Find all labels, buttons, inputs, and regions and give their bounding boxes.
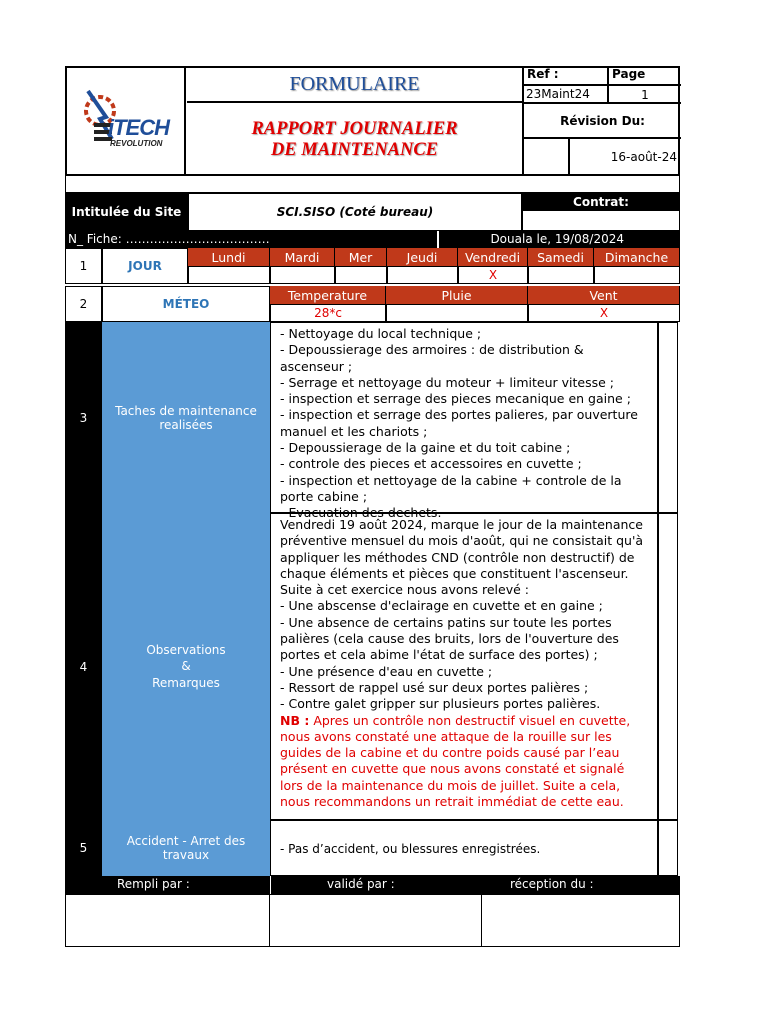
row5-extra (658, 820, 678, 876)
days-grid (188, 248, 680, 284)
logo-text: iTECH (108, 115, 169, 140)
observation-line: Suite à cet exercice nous avons relevé : (280, 582, 529, 598)
day-mark-cell (188, 266, 270, 284)
day-header: Mer (335, 248, 387, 266)
row4-label-line2: & (181, 659, 191, 674)
ref-label: Ref : (527, 67, 609, 84)
tasks-cell (270, 322, 658, 521)
weather-value-cell: X (528, 304, 680, 322)
observation-line: - Ressort de rappel usé sur deux portes palières ; (280, 679, 589, 695)
site-label: Intitulée du Site (65, 193, 188, 231)
row5-number: 5 (65, 820, 102, 876)
row3-extra (658, 322, 678, 513)
row1-label: JOUR (102, 248, 188, 284)
task-item: - inspection et serrage des portes palieres, par ouverture manuel et les chariots ; (280, 407, 638, 439)
task-item: - Nettoyage du local technique ; (280, 326, 482, 341)
task-item: - controle des pieces et accessoires en cuvette ; (280, 456, 582, 472)
row5-label: Accident - Arret des travaux (102, 820, 270, 876)
form-label: FORMULAIRE (187, 67, 522, 103)
day-header: Vendredi (458, 248, 528, 266)
row3-label: Taches de maintenance realisées (102, 322, 270, 513)
weather-header: Pluie (386, 286, 528, 304)
accident-cell: - Pas d’accident, ou blessures enregistrées. (270, 820, 658, 876)
row4-label-line3: Remarques (152, 675, 220, 690)
validated-by-label: validé par : (270, 876, 481, 894)
task-item: - inspection et serrage des pieces mecanique en gaine ; (280, 391, 631, 407)
task-item: - Depoussierage de la gaine et du toit cabine ; (280, 440, 571, 456)
task-item: - Evacuation des dechets. (280, 505, 442, 521)
row2-label: MÉTEO (102, 286, 270, 322)
ref-value: 23Maint24 (526, 86, 609, 103)
report-title-line2: DE MAINTENANCE (270, 139, 439, 160)
day-mark-cell (594, 266, 680, 284)
day-header: Lundi (188, 248, 270, 266)
received-by-label: réception du : (481, 876, 680, 894)
place-date: Douala le, 19/08/2024 (439, 231, 680, 248)
row4-label-line1: Observations (146, 642, 226, 657)
contract-label: Contrat: (522, 193, 680, 210)
day-header: Mardi (270, 248, 335, 266)
day-mark-cell (387, 266, 458, 284)
tasks-list (280, 326, 649, 522)
fiche-label: N_ Fiche: ……………………………… (65, 231, 437, 248)
day-mark-cell (335, 266, 387, 284)
spacer-row (65, 176, 680, 193)
observations-text (280, 517, 649, 713)
weather-header: Temperature (270, 286, 386, 304)
contract-value (522, 210, 680, 231)
row3-number: 3 (65, 322, 102, 513)
report-title (187, 104, 522, 175)
itech-logo (78, 83, 178, 155)
row4-label (102, 513, 270, 820)
nb-label: NB : (280, 712, 310, 728)
task-item: - Serrage et nettoyage du moteur + limiteur vitesse ; (280, 374, 615, 390)
day-mark-cell (528, 266, 594, 284)
revision-value: 16-août-24 (610, 150, 677, 164)
observation-line: Vendredi 19 août 2024, marque le jour de la maintenance préventive mensuel du mois d'août, qui ne consistait qu'à appliquer les méthodes CND (contrôle non destructif) de chaque éléments et pièces que constituent l'ascenseur. (280, 517, 644, 581)
weather-value-cell: 28*c (270, 304, 386, 322)
task-item: - Depoussierage des armoires : de distribution & ascenseur ; (280, 342, 584, 374)
report-title-line1: RAPPORT JOURNALIER (251, 118, 458, 139)
observations-cell (270, 513, 658, 820)
revision-label: Révision Du: (560, 113, 645, 128)
weather-grid (270, 286, 680, 322)
nb-text: Apres un contrôle non destructif visuel en cuvette, nous avons constaté une attaque de la rouille sur les guides de la cabine et du contre poids causé par l’eau présent en cuvette que nous avons constaté et signalé lors de la maintenance du mois de juillet. Suite a cela, nous recommandons un retrait immédiat de cette eau. (280, 712, 631, 810)
observation-line: - Une absence de certains patins sur toute les portes palières (cela cause des bruits, lors de l'ouverture des portes et cela abime l'état de surface des portes) ; (280, 614, 619, 663)
filled-by-label: Rempli par : (65, 876, 270, 894)
row4-extra (658, 513, 678, 820)
day-mark-cell: X (458, 266, 528, 284)
weather-header: Vent (528, 286, 680, 304)
row1-number: 1 (65, 248, 102, 284)
page-value: 1 (641, 87, 649, 102)
weather-value-cell (386, 304, 528, 322)
site-value: SCI.SISO (Coté bureau) (188, 193, 522, 231)
received-by-signature (481, 894, 680, 947)
day-header: Dimanche (594, 248, 680, 266)
ref-page-block (522, 67, 679, 175)
observation-line: - Une abscense d'eclairage en cuvette et en gaine ; (280, 598, 603, 614)
page-label: Page (612, 67, 646, 81)
row2-number: 2 (65, 286, 102, 322)
task-item: - inspection et nettoyage de la cabine + controle de la porte cabine ; (280, 472, 622, 504)
filled-by-signature (65, 894, 270, 947)
day-header: Jeudi (387, 248, 458, 266)
observation-line: - Une présence d'eau en cuvette ; (280, 663, 493, 679)
row4-number: 4 (65, 513, 102, 820)
validated-by-signature (269, 894, 482, 947)
logo-cell (66, 67, 186, 175)
observation-line: - Contre galet gripper sur plusieurs portes palières. (280, 696, 601, 712)
day-mark-cell (270, 266, 335, 284)
day-header: Samedi (528, 248, 594, 266)
nb-note (280, 713, 649, 811)
logo-subtext: REVOLUTION (110, 139, 163, 148)
